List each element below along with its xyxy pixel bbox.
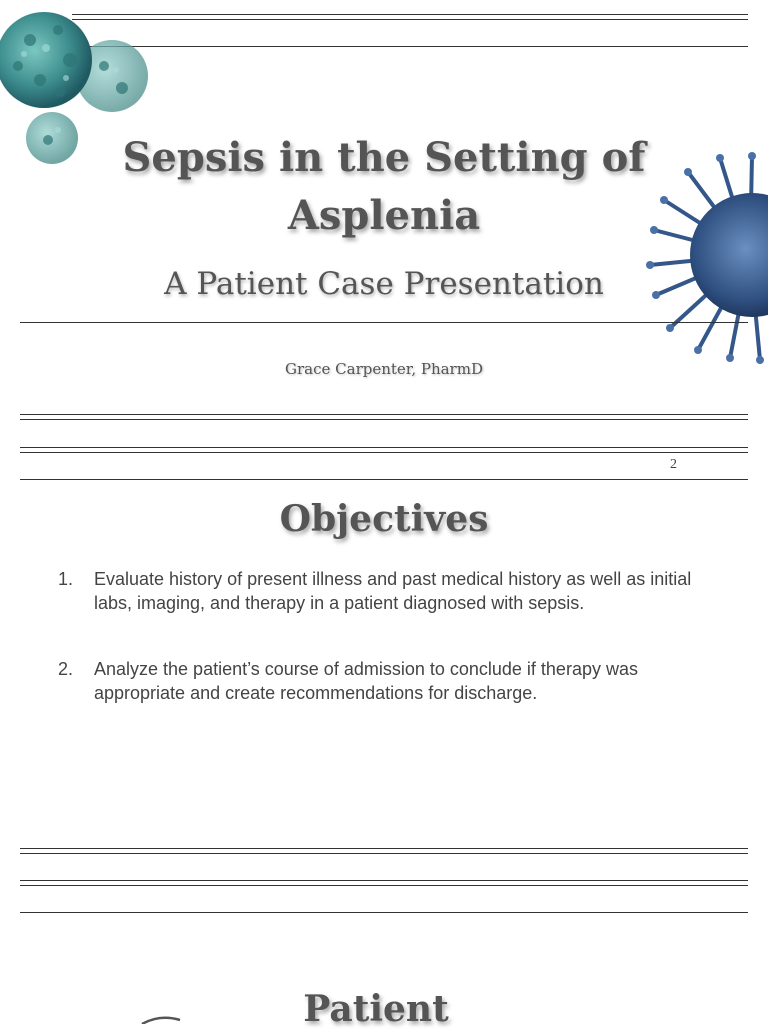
slide2-page-number: 2 [670,457,677,472]
slide2-bottom-rule-1 [20,848,748,849]
slide1-subtitle: A Patient Case Presentation [164,266,604,302]
objective-text: Analyze the patient’s course of admission to conclude if therapy was appropriate and create recommendations for discharge. [94,659,638,703]
objective-text: Evaluate history of present illness and past medical history as well as initial labs, imaging, and therapy in a patient diagnosed with sepsis. [94,569,692,613]
slide3-top-rule-1 [20,880,748,881]
slide1-title-line1: Sepsis in the Setting of [122,134,646,181]
slide2-heading: Objectives [279,498,489,540]
slide1-top-rule-1 [72,14,748,15]
slide3-top-rule-2 [20,885,748,886]
list-item [58,567,708,615]
slide1-top-rule-3 [72,46,748,47]
list-item [58,657,708,705]
virus-icon [640,150,768,365]
slide1-title-line2: Asplenia [287,192,481,239]
objectives-list [58,567,708,747]
slide1-author: Grace Carpenter, PharmD [285,360,483,378]
slide1-top-rule-2 [72,19,748,20]
slide3-heading-partial: Patient [303,988,449,1030]
slide2-top-rule-1 [20,447,748,448]
objective-number: 2. [58,659,74,679]
slide2-bottom-rule-2 [20,853,748,854]
slide2-header-rule [20,479,748,480]
slide1-bottom-rule-2 [20,419,748,420]
objective-number: 1. [58,569,74,589]
slide2-top-rule-2 [20,452,748,453]
slide1-title-rule [20,322,748,323]
slide1-bottom-rule-1 [20,414,748,415]
slide3-header-rule [20,912,748,913]
